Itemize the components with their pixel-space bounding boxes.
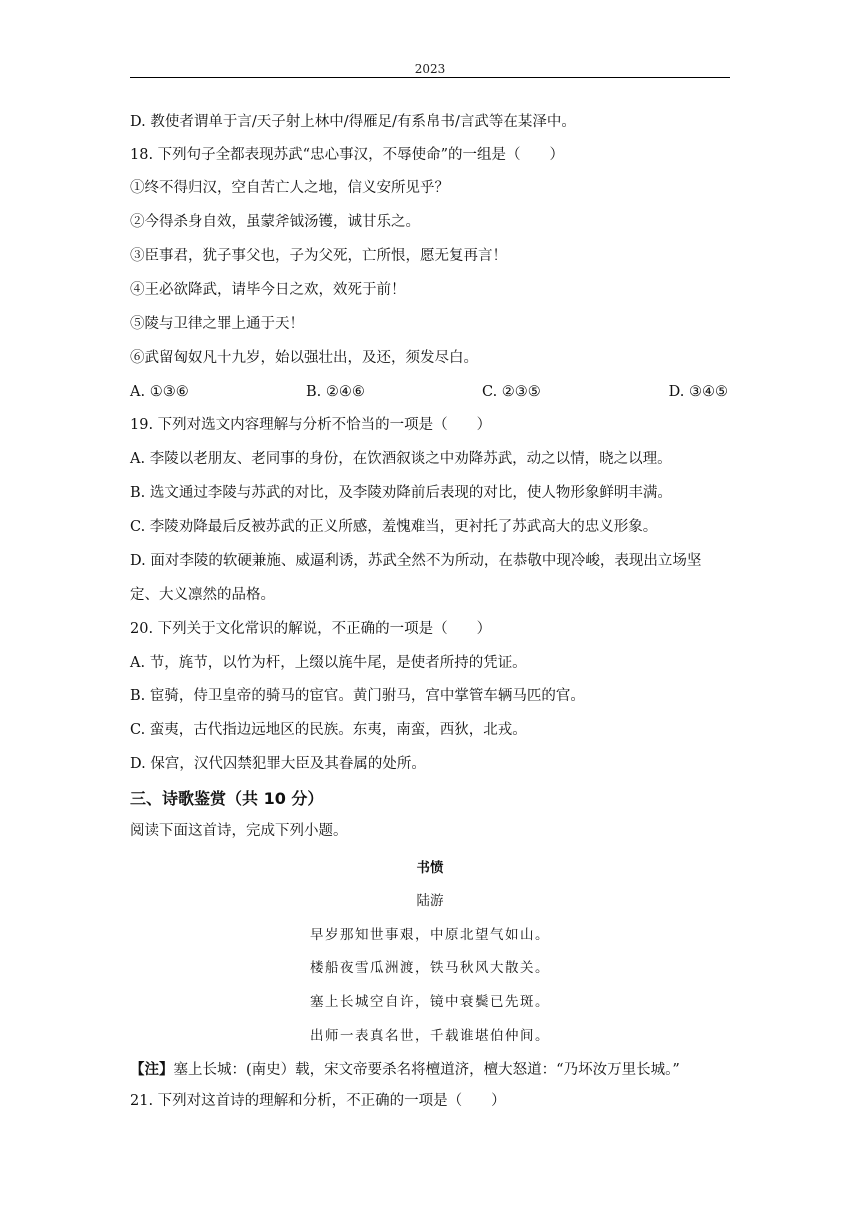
q18-stem: 18. 下列句子全都表现苏武“忠心事汉，不辱使命”的一组是（ ） — [130, 147, 564, 163]
q18-item-6: ⑥武留匈奴凡十九岁，始以强壮出，及还，须发尽白。 — [130, 350, 478, 366]
q19-option-d-cont: 定、大义凛然的品格。 — [130, 587, 275, 603]
q19-option-a: A. 李陵以老朋友、老同事的身份，在饮酒叙谈之中劝降苏武，动之以情，晓之以理。 — [130, 451, 672, 467]
q18-option-c: C. ②③⑤ — [482, 384, 541, 400]
poem-note — [130, 1058, 680, 1079]
note-text: 塞上长城：(南史）载，宋文帝要杀名将檀道济，檀大怒道：“乃坏汝万里长城。” — [173, 1062, 680, 1078]
header-divider — [130, 77, 730, 78]
page-header-year: 2023 — [414, 62, 446, 76]
q20-option-b: B. 宦骑，侍卫皇帝的骑马的宦官。黄门驸马，宫中掌管车辆马匹的官。 — [130, 688, 585, 704]
q20-option-a: A. 节，旄节，以竹为杆，上缀以旄牛尾，是使者所持的凭证。 — [130, 655, 527, 671]
poem-line: 出师一表真名世，千载谁堪伯仲间。 — [310, 1028, 550, 1044]
poem-line: 塞上长城空自许，镜中衰鬓已先斑。 — [310, 994, 550, 1010]
section-instruction: 阅读下面这首诗，完成下列小题。 — [130, 823, 348, 839]
q18-item-1: ①终不得归汉，空自苦亡人之地，信义安所见乎？ — [130, 180, 449, 196]
q19-stem: 19. 下列对选文内容理解与分析不恰当的一项是（ ） — [130, 417, 492, 433]
q19-option-b: B. 选文通过李陵与苏武的对比，及李陵劝降前后表现的对比，使人物形象鲜明丰满。 — [130, 485, 672, 501]
q20-option-c: C. 蛮夷，古代指边远地区的民族。东夷，南蛮，西狄，北戎。 — [130, 722, 527, 738]
q18-option-b: B. ②④⑥ — [306, 384, 365, 400]
poem-author: 陆游 — [416, 893, 444, 909]
q18-item-2: ②今得杀身自效，虽蒙斧钺汤镬，诚甘乐之。 — [130, 214, 420, 230]
poem-title: 书愤 — [416, 860, 444, 876]
note-tag: 【注】 — [130, 1061, 174, 1078]
section-heading: 三、诗歌鉴赏（共 10 分） — [130, 789, 324, 808]
q20-option-d: D. 保宫，汉代囚禁犯罪大臣及其眷属的处所。 — [130, 756, 426, 772]
q21-stem: 21. 下列对这首诗的理解和分析，不正确的一项是（ ） — [130, 1093, 506, 1109]
q20-stem: 20. 下列关于文化常识的解说，不正确的一项是（ ） — [130, 621, 492, 637]
q19-option-d: D. 面对李陵的软硬兼施、威逼利诱，苏武全然不为所动，在恭敬中现冷峻，表现出立场坚 — [130, 553, 702, 569]
q19-option-c: C. 李陵劝降最后反被苏武的正义所感，羞愧难当，更衬托了苏武高大的忠义形象。 — [130, 519, 658, 535]
q17-option-d: D. 教使者谓单于言/天子射上林中/得雁足/有系帛书/言武等在某泽中。 — [130, 114, 576, 130]
q18-item-4: ④王必欲降武，请毕今日之欢，效死于前！ — [130, 282, 406, 298]
q18-option-d: D. ③④⑤ — [668, 384, 728, 400]
q18-option-a: A. ①③⑥ — [130, 384, 189, 400]
q18-item-3: ③臣事君，犹子事父也，子为父死，亡所恨，愿无复再言！ — [130, 248, 507, 264]
poem-line: 楼船夜雪瓜洲渡，铁马秋风大散关。 — [310, 960, 550, 976]
poem-line: 早岁那知世事艰，中原北望气如山。 — [310, 927, 550, 943]
q18-item-5: ⑤陵与卫律之罪上通于天！ — [130, 316, 304, 332]
